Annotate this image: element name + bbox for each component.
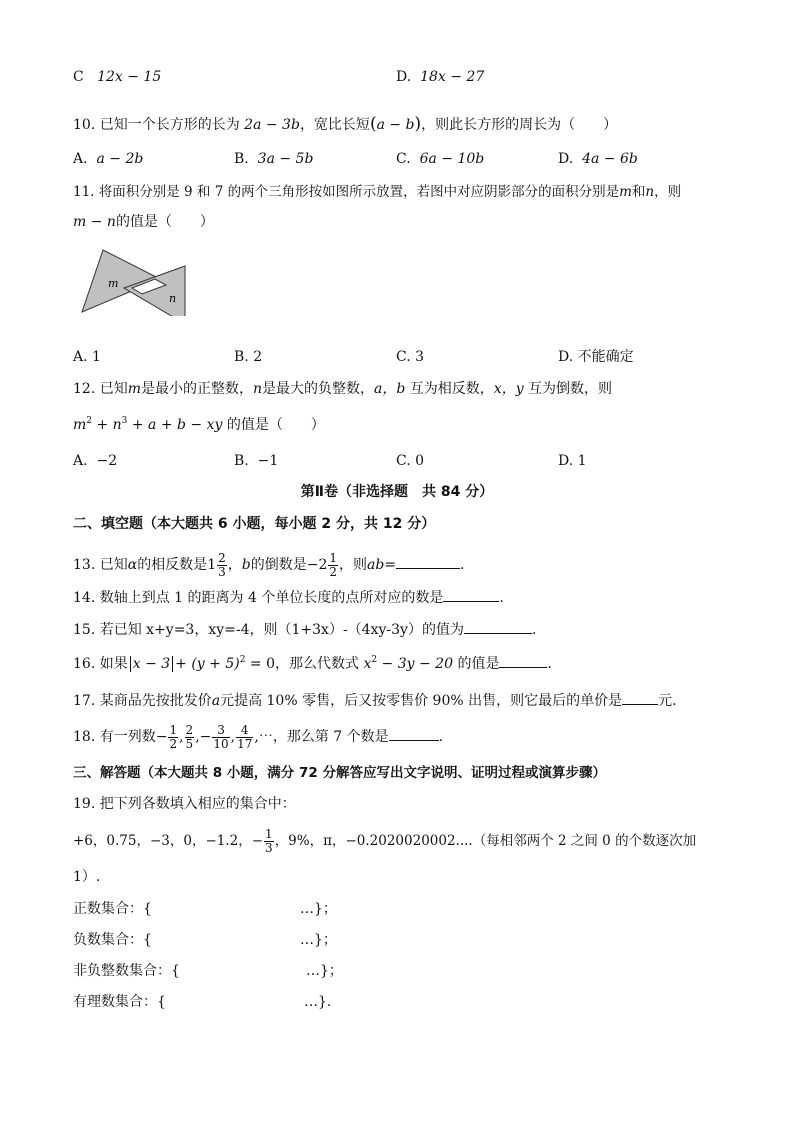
q10-option-b: B. 3a − 5b xyxy=(234,151,314,167)
q12-option-d: D. 1 xyxy=(558,453,587,469)
q11-option-c: C. 3 xyxy=(396,349,425,365)
q11-option-d: D. 不能确定 xyxy=(558,349,634,365)
q15: 15. 若已知 x+y=3，xy=-4，则（1+3x）-（4xy-3y）的值为 . xyxy=(0,619,794,641)
q18-fraction-3: $\frac{3}{10}$ xyxy=(213,722,229,751)
q19-numbers-cont: 1）. xyxy=(73,869,101,885)
section3-title: 三、解答题（本大题共 8 小题，满分 72 分解答应写出文字说明、证明过程或演算步骤） xyxy=(73,765,606,781)
q9-options xyxy=(0,66,794,88)
q17-answer-blank[interactable] xyxy=(622,690,658,705)
label-m: m xyxy=(108,277,119,290)
set-negative: 负数集合：{ …}； xyxy=(73,932,337,948)
q19-intro: 19. 把下列各数填入相应的集合中： xyxy=(73,796,296,812)
section2-title: 二、填空题（本大题共 6 小题，每小题 2 分，共 12 分） xyxy=(73,516,436,532)
q9-option-d: D. 18x − 27 xyxy=(396,69,485,85)
q12-option-c: C. 0 xyxy=(396,453,425,469)
q11-stem-line2: m − n的值是（ ） xyxy=(73,214,214,230)
q12-stem-line2: $m^2 + n^3 + a + b$ − xy 的值是（ ） xyxy=(73,416,325,433)
triangles-figure xyxy=(80,248,190,316)
q13-fraction-1: $\frac{2}{3}$ xyxy=(218,550,226,579)
q18-fraction-4: $\frac{4}{17}$ xyxy=(237,722,253,751)
q18: 18. 有一列数− $\frac{1}{2}$ , $\frac{2}{5}$ ,− $\frac{3}{10}$ , $\frac{4}{17}$ ,⋯，那么第 7 个数是 . xyxy=(73,722,444,751)
q14: 14. 数轴上到点 1 的距离为 4 个单位长度的点所对应的数是 . xyxy=(0,587,794,609)
q12-stem-line1: 12. 已知m是最小的正整数，n是最大的负整数，a，b 互为相反数，x，y 互为倒数，则 xyxy=(73,381,613,397)
q10-option-a: A. a − 2b xyxy=(73,151,144,167)
q18-fraction-1: $\frac{1}{2}$ xyxy=(169,722,178,751)
q13-answer-blank[interactable] xyxy=(396,554,460,569)
q13: 13. 已知α的相反数是1 $\frac{2}{3}$ ，b的倒数是−2 $\frac{1}{2}$ ，则ab= . xyxy=(73,550,465,579)
set-positive: 正数集合：{ …}； xyxy=(73,901,337,917)
q18-fraction-2: $\frac{2}{5}$ xyxy=(185,722,194,751)
q12-option-a: A. −2 xyxy=(73,453,118,469)
part2-title: 第Ⅱ卷（非选择题 共 84 分） xyxy=(300,484,494,500)
q16: 16. 如果 $x - 3 + (y + 5)^2 = 0$，那么代数式 $x^2 - 3y - 20$ 的值是 . xyxy=(73,655,552,672)
q15-answer-blank[interactable] xyxy=(464,619,532,634)
q11-stem-line1: 11. 将面积分别是 9 和 7 的两个三角形按如图所示放置，若图中对应阴影部分的面积分别是m和n，则 xyxy=(73,184,682,200)
q10-option-c: C. 6a − 10b xyxy=(396,151,485,167)
q10-stem: 10. 已知一个长方形的长为 2a − 3b，宽比长短(a − b)，则此长方形的周长为（ ） xyxy=(73,114,618,134)
q14-answer-blank[interactable] xyxy=(443,587,499,602)
q9-option-c: C 12x − 15 xyxy=(73,69,162,85)
q10-options xyxy=(0,148,794,170)
q12-option-b: B. −1 xyxy=(234,453,279,469)
q13-fraction-2: $\frac{1}{2}$ xyxy=(329,550,337,579)
q10-option-d: D. 4a − 6b xyxy=(558,151,638,167)
q19-numbers: +6，0.75，−3，0，−1.2，− $\frac{1}{3}$ ，9%，π，−0.2020020002....（每相邻两个 2 之间 0 的个数逐次加 xyxy=(73,827,697,855)
q16-answer-blank[interactable] xyxy=(499,653,547,668)
q19-fraction: $\frac{1}{3}$ xyxy=(265,827,273,855)
q12-options xyxy=(0,450,794,472)
q11-option-b: B. 2 xyxy=(234,349,263,365)
q17: 17. 某商品先按批发价a元提高 10% 零售，后又按零售价 90% 出售，则它最后的单价是 元. xyxy=(0,690,794,712)
q18-answer-blank[interactable] xyxy=(389,726,439,741)
label-n: n xyxy=(169,292,177,305)
q11-option-a: A. 1 xyxy=(73,349,101,365)
set-nonnegative-integer: 非负整数集合：{ …}； xyxy=(73,963,343,979)
set-rational: 有理数集合：{ …}. xyxy=(73,994,332,1010)
q11-options xyxy=(0,346,794,368)
